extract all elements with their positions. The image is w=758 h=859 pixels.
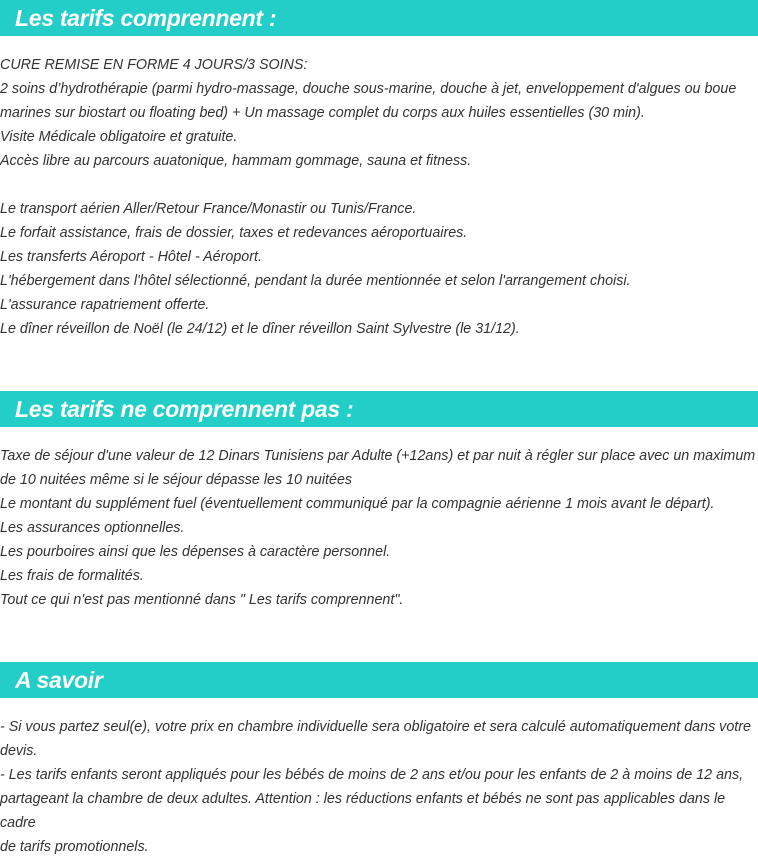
included-line: L'assurance rapatriement offerte. <box>0 297 210 313</box>
excluded-line: Le montant du supplément fuel (éventuellement communiqué par la compagnie aérienne 1 mois avant le départ). <box>0 496 715 512</box>
excluded-line: Taxe de séjour d'une valeur de 12 Dinars Tunisiens par Adulte (+12ans) et par nuit à régler sur place avec un maximum <box>0 448 756 464</box>
included-line: CURE REMISE EN FORME 4 JOURS/3 SOINS: <box>0 57 308 73</box>
section-title-included: Les tarifs comprennent : <box>0 0 758 36</box>
included-line: L'hébergement dans l'hôtel sélectionné, pendant la durée mentionnée et selon l'arrangement choisi. <box>0 273 631 289</box>
excluded-line: de 10 nuitées même si le séjour dépasse les 10 nuitées <box>0 472 353 488</box>
excluded-list <box>0 444 758 612</box>
included-list <box>0 53 758 341</box>
excluded-line: Les pourboires ainsi que les dépenses à caractère personnel. <box>0 544 391 560</box>
included-line: Accès libre au parcours auatonique, hammam gommage, sauna et fitness. <box>0 153 472 169</box>
included-line: Les transferts Aéroport - Hôtel - Aéroport. <box>0 249 262 265</box>
info-line: partageant la chambre de deux adultes. Attention : les réductions enfants et bébés ne sont pas applicables dans le cadre <box>0 791 726 831</box>
included-line: Le forfait assistance, frais de dossier, taxes et redevances aéroportuaires. <box>0 225 468 241</box>
excluded-line: Tout ce qui n'est pas mentionné dans " Les tarifs comprennent". <box>0 592 404 608</box>
included-line: marines sur biostart ou floating bed) + Un massage complet du corps aux huiles essentielles (30 min). <box>0 105 645 121</box>
good-to-know-list <box>0 715 758 859</box>
included-line: Le transport aérien Aller/Retour France/Monastir ou Tunis/France. <box>0 201 417 217</box>
included-line: Le dîner réveillon de Noël (le 24/12) et le dîner réveillon Saint Sylvestre (le 31/12). <box>0 321 520 337</box>
info-line: de tarifs promotionnels. <box>0 839 149 855</box>
info-line: - Si vous partez seul(e), votre prix en chambre individuelle sera obligatoire et sera calculé automatiquement dans votre <box>0 719 751 735</box>
section-title-good-to-know: A savoir <box>0 662 758 698</box>
section-title-excluded: Les tarifs ne comprennent pas : <box>0 391 758 427</box>
included-line: Visite Médicale obligatoire et gratuite. <box>0 129 238 145</box>
included-line: 2 soins d’hydrothérapie (parmi hydro-massage, douche sous-marine, douche à jet, enveloppement d'algues ou boue <box>0 81 737 97</box>
info-line: devis. <box>0 743 38 759</box>
excluded-line: Les assurances optionnelles. <box>0 520 185 536</box>
blank-line <box>0 173 758 197</box>
info-line: - Les tarifs enfants seront appliqués pour les bébés de moins de 2 ans et/ou pour les enfants de 2 à moins de 12 ans, <box>0 767 744 783</box>
excluded-line: Les frais de formalités. <box>0 568 144 584</box>
